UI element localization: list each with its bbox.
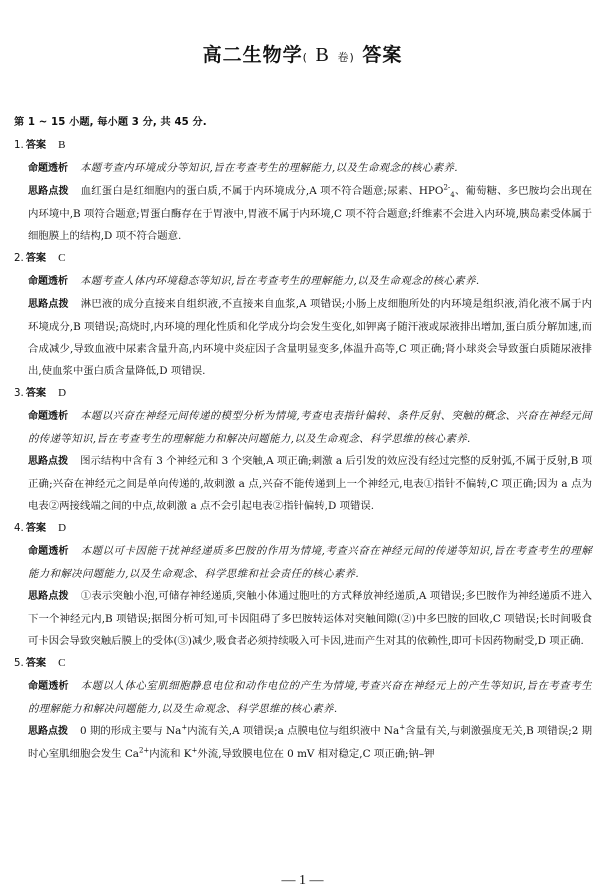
hint-label: 思路点拨: [28, 299, 69, 310]
answer-content: [14, 112, 592, 765]
hint-sup-2: +: [399, 723, 406, 732]
title-letter: B: [315, 44, 330, 66]
question-number: 2.: [14, 253, 24, 264]
analysis-text: 本题考查人体内环境稳态等知识,旨在考查考生的理解能力,以及生命观念的核心素养.: [80, 275, 480, 287]
hint-text-d: 内流和 K: [149, 748, 192, 760]
question-2-hint: [14, 293, 592, 382]
hint-text: ①表示突触小泡,可储存神经递质,突触小体通过胞吐的方式释放神经递质,A 项错误;多巴胺作为神经递质不进入下一个神经元内,B 项错误;据图分析可知,可卡因阻碍了多巴胺转运体对突触间隙(②)中多巴胺的回收,C 项错误;长时间吸食可卡因会导致突触后膜上的受体(③)减少,吸食者必须持续吸入可卡因,进而产生对其的依赖性,即可卡因药物耐受,D 项正确.: [28, 590, 593, 647]
page-number: — 1 —: [281, 873, 324, 888]
question-4-header: [14, 517, 592, 540]
answer-label: 答案: [25, 388, 47, 399]
hint-label: 思路点拨: [28, 456, 69, 467]
question-1-hint: [14, 180, 592, 247]
answer-label: 答案: [25, 253, 47, 264]
hint-text-a: 0 期的形成主要与 Na: [80, 725, 182, 737]
title-main: 高二生物学: [202, 44, 303, 66]
hint-text-e: 外流,导致膜电位在 0 mV 相对稳定,C 项正确;钠–钾: [197, 748, 435, 760]
analysis-text: 本题以兴奋在神经元间传递的模型分析为情境,考查电表指针偏转、条件反射、突触的概念、兴奋在神经元间的传递等知识,旨在考查考生的理解能力和解决问题能力,以及生命观念、科学思维的核心素养.: [28, 410, 593, 445]
question-2-header: [14, 247, 592, 270]
hint-text-b: 、葡萄糖、多巴胺均会出现在内环境中,B 项符合题意;胃蛋白酶存在于胃液中,胃液不属于内环境,C 项不符合题意;纤维素不会进入内环境,胰岛素受体属于细胞膜上的结构,D 项不符合题意.: [28, 185, 593, 242]
hint-label: 思路点拨: [28, 186, 69, 197]
analysis-text: 本题考查内环境成分等知识,旨在考查考生的理解能力,以及生命观念的核心素养.: [80, 162, 458, 174]
hint-text-c: 含量有关,与刺激强度无关,B 项错误;2 期时心室肌细胞会发生 Ca: [28, 725, 593, 760]
title-paren-open: (: [302, 51, 308, 64]
question-3-analysis: [14, 405, 592, 450]
question-3-header: [14, 382, 592, 405]
answer-value: B: [58, 139, 66, 151]
question-2-analysis: [14, 270, 592, 293]
question-3-hint: [14, 450, 592, 517]
hint-sup-4: +: [191, 746, 198, 755]
answer-label: 答案: [25, 140, 47, 151]
question-number: 4.: [14, 523, 24, 534]
hint-text: 淋巴液的成分直接来自组织液,不直接来自血浆,A 项错误;小肠上皮细胞所处的内环境是组织液,消化液不属于内环境成分,B 项错误;高烧时,内环境的理化性质和化学成分均会发生变化,如钾离子随汗液或尿液排出增加,蛋白质分解加速,而合成减少,导致血液中尿素含量升高,内环境中炎症因子含量明显变多,体温升高等,C 项正确;肾小球炎会导致蛋白质随尿液排出,使血浆中蛋白质含量降低,D 项错误.: [28, 298, 593, 377]
question-1-analysis: [14, 157, 592, 180]
answer-label: 答案: [25, 523, 47, 534]
question-number: 5.: [14, 658, 24, 669]
question-number: 1.: [14, 140, 24, 151]
question-5-analysis: [14, 675, 592, 720]
analysis-text: 本题以人体心室肌细胞静息电位和动作电位的产生为情境,考查兴奋在神经元上的产生等知识,旨在考查考生的理解能力和解决问题能力,以及生命观念、科学思维的核心素养.: [28, 680, 592, 715]
title-paren-rest: 卷): [337, 51, 355, 64]
answer-value: D: [58, 387, 67, 399]
answer-label: 答案: [25, 658, 47, 669]
hint-sup: 2-: [443, 183, 451, 192]
title-answer: 答案: [354, 44, 403, 66]
question-1-header: [14, 134, 592, 157]
hint-text-b: 内流有关,A 项错误;a 点膜电位与组织液中 Na: [187, 725, 400, 737]
hint-label: 思路点拨: [28, 591, 69, 602]
hint-label: 思路点拨: [28, 726, 69, 737]
hint-text-a: 血红蛋白是红细胞内的蛋白质,不属于内环境成分,A 项不符合题意;尿素、HPO: [80, 185, 444, 197]
analysis-label: 命题透析: [28, 276, 68, 287]
answer-value: C: [58, 657, 66, 669]
hint-text: 图示结构中含有 3 个神经元和 3 个突触,A 项正确;刺激 a 后引发的效应没有经过完整的反射弧,不属于反射,B 项正确;兴奋在神经元之间是单向传递的,故刺激 a 点,兴奋不能传递到上一个神经元,电表①指针不偏转,C 项正确;因为 a 点为电表②两接线端之间的中点,故刺激 a 点不会引起电表②指针偏转,D 项错误.: [28, 455, 592, 512]
section-intro: 第 1 ~ 15 小题, 每小题 3 分, 共 45 分.: [14, 117, 207, 128]
hint-sub: 4: [450, 191, 455, 200]
hint-sup-3: 2+: [138, 746, 150, 755]
page-title: [0, 40, 605, 67]
analysis-label: 命题透析: [28, 163, 68, 174]
question-number: 3.: [14, 388, 24, 399]
analysis-label: 命题透析: [28, 681, 69, 692]
answer-value: C: [58, 252, 66, 264]
answer-value: D: [58, 522, 67, 534]
question-4-hint: [14, 585, 592, 652]
question-4-analysis: [14, 540, 592, 585]
analysis-label: 命题透析: [28, 411, 69, 422]
analysis-text: 本题以可卡因能干扰神经递质多巴胺的作用为情境,考查兴奋在神经元间的传递等知识,旨在考查考生的理解能力和解决问题能力,以及生命观念、科学思维和社会责任的核心素养.: [28, 545, 592, 580]
analysis-label: 命题透析: [28, 546, 69, 557]
question-5-hint: [14, 720, 592, 765]
hint-sup-1: +: [181, 723, 188, 732]
question-5-header: [14, 652, 592, 675]
